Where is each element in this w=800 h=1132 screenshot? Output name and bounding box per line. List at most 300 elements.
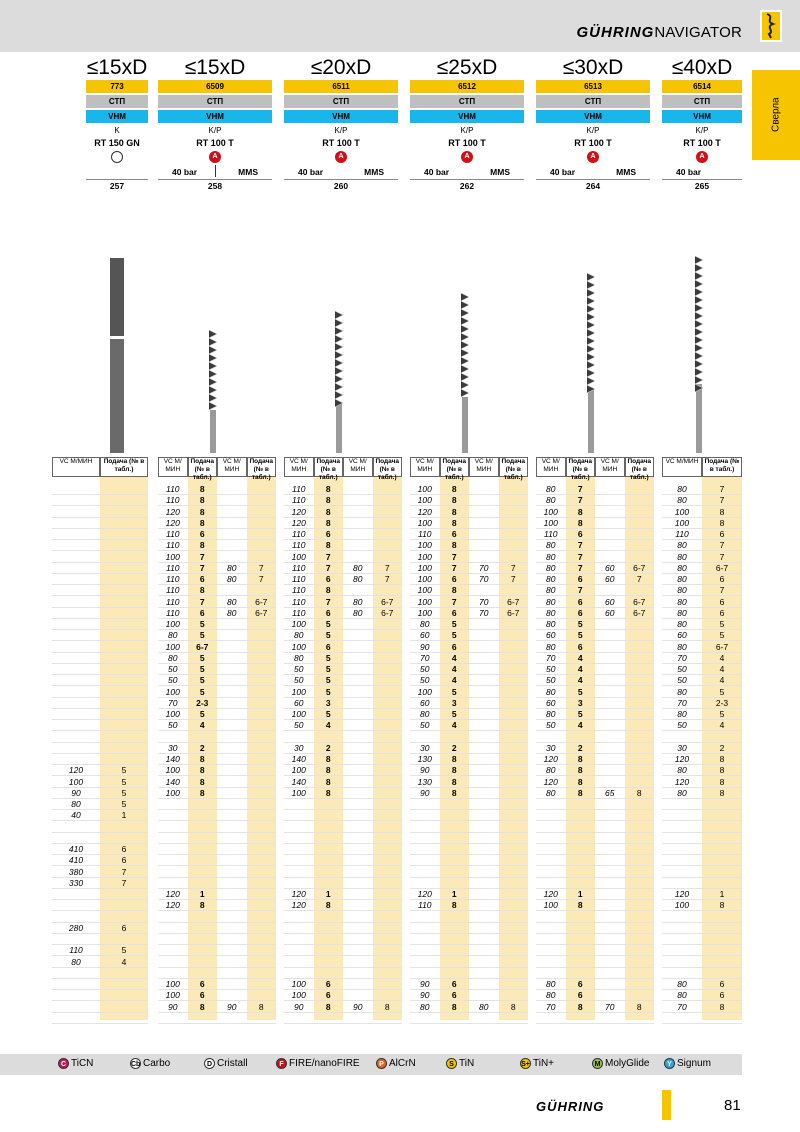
vc-value xyxy=(158,833,188,843)
vc-value xyxy=(217,833,247,843)
feed-value: 7 xyxy=(719,540,725,551)
article-number[interactable]: 773 xyxy=(86,80,148,93)
feed-value: 5 xyxy=(325,664,331,674)
coating-condition xyxy=(536,150,650,164)
feed-value xyxy=(440,912,470,922)
feed-value: 6 xyxy=(451,990,457,1001)
feed-value xyxy=(100,552,148,562)
feed-value: 7 xyxy=(577,562,583,573)
vc-value: 90 xyxy=(420,641,430,652)
vc-value: 110 xyxy=(165,484,180,494)
vc-value xyxy=(469,675,499,685)
feed-value xyxy=(247,653,277,663)
vc-value xyxy=(469,855,499,865)
feed-value xyxy=(373,889,403,899)
feed-value xyxy=(566,855,596,865)
feed-value: 4 xyxy=(451,652,457,663)
vc-value: 80 xyxy=(677,979,687,989)
vc-value xyxy=(158,968,188,978)
feed-value xyxy=(100,675,148,685)
vc-value xyxy=(217,720,247,730)
vc-value xyxy=(469,788,499,798)
feed-value: 8 xyxy=(451,765,457,776)
feed-value: 8 xyxy=(577,506,583,517)
feed-value: 7 xyxy=(384,574,390,584)
row-divider xyxy=(410,1023,528,1024)
feed-value xyxy=(499,799,529,809)
vc-value xyxy=(469,822,499,832)
vc-value: 110 xyxy=(165,495,180,506)
feed-value xyxy=(499,687,529,697)
vc-value xyxy=(536,945,566,955)
vc-value xyxy=(217,495,247,505)
vc-value xyxy=(217,855,247,865)
feed-value xyxy=(625,720,655,730)
vc-value: 130 xyxy=(417,776,432,787)
feed-value: 8 xyxy=(719,787,725,798)
navigator-title xyxy=(577,24,743,41)
vc-value xyxy=(410,957,440,967)
vc-value: 110 xyxy=(165,574,180,584)
feed-value xyxy=(247,709,277,719)
feed-value: 8 xyxy=(325,495,331,506)
vc-value: 110 xyxy=(165,529,180,539)
feed-value: 6 xyxy=(121,922,127,933)
vc-value: 80 xyxy=(677,607,687,618)
feed-value xyxy=(100,1002,148,1012)
vc-value xyxy=(217,867,247,877)
feed-value xyxy=(373,754,403,764)
vc-value xyxy=(469,900,499,910)
feed-value xyxy=(247,619,277,629)
vc-value: 90 xyxy=(420,979,430,989)
vc-value xyxy=(158,822,188,832)
feed-value xyxy=(314,810,344,820)
legend-label: Carbo xyxy=(143,1058,171,1070)
feed-value xyxy=(625,934,655,944)
coating-condition xyxy=(86,150,148,164)
feed-value xyxy=(100,979,148,989)
feed-value: 8 xyxy=(199,787,205,798)
feed-value: 7 xyxy=(719,585,725,596)
feed-value xyxy=(440,867,470,877)
feed-value: 7 xyxy=(199,562,205,573)
feed-value xyxy=(373,799,403,809)
catalog-page-ref[interactable]: 262 xyxy=(410,179,524,193)
vc-value xyxy=(284,810,314,820)
vc-value xyxy=(536,799,566,809)
vc-value xyxy=(158,957,188,967)
vc-value xyxy=(284,855,314,865)
feed-value: 5 xyxy=(199,630,205,641)
depth-title: ≤20xD xyxy=(310,56,372,79)
grade: RT 100 T xyxy=(574,138,612,148)
feed-value xyxy=(625,833,655,843)
vc-value xyxy=(52,912,100,922)
vc-value xyxy=(343,507,373,517)
feed-value xyxy=(100,597,148,607)
feed-value xyxy=(625,912,655,922)
feed-value xyxy=(247,799,277,809)
feed-value: 6-7 xyxy=(633,596,646,607)
vc-value xyxy=(217,912,247,922)
vc-value xyxy=(158,923,188,933)
vc-value xyxy=(410,833,440,843)
feed-value xyxy=(247,732,277,742)
vc-value: 110 xyxy=(165,596,180,607)
vc-value: 80 xyxy=(353,574,363,584)
feed-value xyxy=(499,855,529,865)
vc-value xyxy=(595,743,625,753)
vc-value xyxy=(662,934,702,944)
vc-value xyxy=(595,979,625,989)
vc-value xyxy=(595,878,625,888)
vc-value: 60 xyxy=(420,697,430,708)
article-number[interactable]: 6509 xyxy=(158,80,272,93)
vc-value: 30 xyxy=(168,742,178,753)
feed-value xyxy=(373,585,403,595)
feed-value xyxy=(247,979,277,989)
vc-value xyxy=(595,720,625,730)
feed-value xyxy=(625,709,655,719)
feed-value: 6 xyxy=(719,596,725,607)
vc-value xyxy=(158,810,188,820)
vc-value: 110 xyxy=(675,529,689,539)
cutting-data-table xyxy=(662,457,742,1020)
vc-value xyxy=(217,810,247,820)
vc-value: 80 xyxy=(227,607,237,618)
vc-value xyxy=(469,979,499,989)
vc-value xyxy=(536,957,566,967)
vc-value xyxy=(158,945,188,955)
vc-value xyxy=(343,619,373,629)
side-tab[interactable] xyxy=(752,70,800,160)
feed-value xyxy=(499,979,529,989)
vc-value xyxy=(343,484,373,494)
feed-value xyxy=(247,968,277,978)
product-column xyxy=(410,56,524,193)
vc-value: 80 xyxy=(546,787,556,798)
feed-value xyxy=(440,945,470,955)
feed-value: 4 xyxy=(121,956,127,967)
feed-value xyxy=(100,1024,148,1034)
feed-value xyxy=(499,653,529,663)
vc-value xyxy=(217,709,247,719)
vc-value: 60 xyxy=(605,562,615,573)
feed-value xyxy=(702,923,742,933)
vc-value: 90 xyxy=(227,1001,237,1012)
vc-value: 80 xyxy=(677,562,687,573)
vc-value xyxy=(343,698,373,708)
row-divider xyxy=(284,1023,402,1024)
feed-value xyxy=(440,934,470,944)
vc-value xyxy=(217,552,247,562)
feed-value xyxy=(100,720,148,730)
vc-value: 100 xyxy=(674,900,690,911)
feed-value xyxy=(373,552,403,562)
feed-value: 8 xyxy=(577,787,583,798)
vc-value xyxy=(343,855,373,865)
vc-value xyxy=(343,788,373,798)
feed-value xyxy=(373,900,403,910)
article-number[interactable]: 6514 xyxy=(662,80,742,93)
feed-header: Подача (№ в табл.) xyxy=(440,457,470,477)
vc-value xyxy=(52,529,100,539)
catalog-page-ref[interactable]: 264 xyxy=(536,179,650,193)
feed-value xyxy=(373,867,403,877)
feed-value xyxy=(373,957,403,967)
vc-value: 100 xyxy=(543,506,558,517)
feed-value: 2 xyxy=(451,742,457,753)
depth-title: ≤15xD xyxy=(184,56,246,79)
vc-value xyxy=(469,630,499,640)
feed-value: 4 xyxy=(451,675,457,686)
vc-value: 100 xyxy=(165,641,180,652)
vc-value: 70 xyxy=(479,574,489,584)
vc-value xyxy=(410,912,440,922)
feed-value: 4 xyxy=(577,652,583,663)
vc-value: 50 xyxy=(546,720,556,731)
vc-value xyxy=(52,687,100,697)
feed-value xyxy=(625,687,655,697)
vc-value xyxy=(595,540,625,550)
feed-value xyxy=(499,878,529,888)
vc-value xyxy=(52,1024,100,1034)
vc-value: 120 xyxy=(68,765,84,776)
feed-value: 8 xyxy=(199,1001,205,1012)
vc-value: 80 xyxy=(546,607,556,618)
vc-value: 100 xyxy=(417,495,432,506)
vc-value: 120 xyxy=(165,506,180,517)
vc-value: 120 xyxy=(291,889,306,899)
feed-value xyxy=(499,822,529,832)
vc-value xyxy=(343,687,373,697)
vc-value: 70 xyxy=(479,596,489,607)
feed-value: 6 xyxy=(451,607,457,618)
grade: RT 100 T xyxy=(196,138,234,148)
feed-value xyxy=(100,698,148,708)
coating-legend xyxy=(0,1054,742,1075)
vc-value xyxy=(595,810,625,820)
feed-value: 5 xyxy=(451,630,457,641)
feed-value xyxy=(188,822,218,832)
feed-value: 6 xyxy=(577,607,583,618)
vc-value xyxy=(52,754,100,764)
vc-value: 80 xyxy=(677,990,687,1001)
vc-value xyxy=(469,844,499,854)
feed-value xyxy=(188,732,218,742)
feed-value xyxy=(373,855,403,865)
feed-value xyxy=(100,574,148,584)
vc-value: 50 xyxy=(294,720,304,731)
vc-value: 80 xyxy=(353,562,363,573)
material-class: K/P xyxy=(695,126,709,135)
vc-value: 120 xyxy=(291,900,306,911)
legend-item xyxy=(130,1058,170,1069)
feed-value xyxy=(625,484,655,494)
article-number[interactable]: 6513 xyxy=(536,80,650,93)
feed-value xyxy=(499,900,529,910)
vc-value: 80 xyxy=(227,562,237,573)
vc-value: 50 xyxy=(677,664,687,674)
feed-value: 8 xyxy=(325,765,331,776)
feed-value: 7 xyxy=(121,877,127,888)
vc-value xyxy=(217,484,247,494)
vc-value xyxy=(52,833,100,843)
vc-value xyxy=(52,619,100,629)
feed-value xyxy=(373,529,403,539)
vc-value xyxy=(52,518,100,528)
vc-value xyxy=(52,507,100,517)
feed-value: 4 xyxy=(577,720,583,731)
vc-value xyxy=(343,529,373,539)
coolant-pressure xyxy=(662,164,742,179)
feed-value: 6 xyxy=(199,990,205,1001)
vc-value xyxy=(410,822,440,832)
feed-value xyxy=(625,855,655,865)
vc-value: 100 xyxy=(165,765,180,776)
vc-value xyxy=(469,754,499,764)
pressure-separator xyxy=(215,165,216,177)
tool-material: VHM xyxy=(410,110,524,123)
feed-value: 5 xyxy=(199,652,205,663)
feed-value xyxy=(373,912,403,922)
feed-value: 6 xyxy=(719,979,725,989)
feed-value: 8 xyxy=(577,1001,583,1012)
vc-value: 80 xyxy=(546,686,556,697)
vc-value: 80 xyxy=(677,619,687,629)
feed-value: 8 xyxy=(199,506,205,517)
article-number[interactable]: 6511 xyxy=(284,80,398,93)
vc-value: 100 xyxy=(417,585,432,596)
vc-value: 50 xyxy=(546,675,556,686)
pressure-bar: 40 bar xyxy=(550,167,576,177)
catalog-page-ref[interactable]: 260 xyxy=(284,179,398,193)
vc-value xyxy=(343,552,373,562)
feed-value xyxy=(499,777,529,787)
feed-value: 6 xyxy=(199,574,205,584)
feed-value xyxy=(702,878,742,888)
vc-value: 100 xyxy=(417,596,432,607)
feed-value xyxy=(702,867,742,877)
vc-value xyxy=(469,957,499,967)
catalog-page-ref[interactable]: 258 xyxy=(158,179,272,193)
feed-value xyxy=(702,822,742,832)
feed-value xyxy=(314,934,344,944)
vc-header: VC М/МИН xyxy=(536,457,566,477)
vc-value xyxy=(217,698,247,708)
feed-value xyxy=(247,743,277,753)
feed-value: 6 xyxy=(199,607,205,618)
vc-value xyxy=(217,540,247,550)
vc-value xyxy=(595,732,625,742)
vc-value xyxy=(595,855,625,865)
legend-item xyxy=(520,1058,554,1069)
coating-icon: A xyxy=(696,151,708,163)
feed-value xyxy=(100,518,148,528)
coating-icon: Cb xyxy=(130,1058,141,1069)
feed-value xyxy=(625,518,655,528)
legend-item xyxy=(276,1058,360,1069)
vc-header: VC М/МИН xyxy=(52,457,100,477)
legend-label: TiN+ xyxy=(533,1058,555,1070)
feed-value xyxy=(625,585,655,595)
feed-value: 3 xyxy=(325,697,331,708)
vc-value: 110 xyxy=(417,900,432,911)
feed-value: 4 xyxy=(719,652,725,663)
vc-value xyxy=(217,743,247,753)
row-divider xyxy=(662,1023,742,1024)
vc-value: 410 xyxy=(68,855,84,866)
feed-value xyxy=(625,675,655,685)
catalog-page-ref[interactable]: 257 xyxy=(86,179,148,193)
vc-value: 30 xyxy=(677,742,687,753)
feed-value xyxy=(499,585,529,595)
feed-value: 6 xyxy=(325,641,331,652)
cutting-data-table xyxy=(52,457,148,1020)
feed-value xyxy=(499,765,529,775)
vc-value xyxy=(595,529,625,539)
feed-value: 8 xyxy=(719,517,725,528)
vc-value: 140 xyxy=(291,754,306,764)
feed-value: 2-3 xyxy=(196,697,209,708)
vc-value xyxy=(343,833,373,843)
article-number[interactable]: 6512 xyxy=(410,80,524,93)
vc-value xyxy=(284,867,314,877)
product-column xyxy=(284,56,398,193)
vc-value xyxy=(217,653,247,663)
vc-value xyxy=(595,923,625,933)
vc-value: 80 xyxy=(420,1001,430,1012)
feed-value xyxy=(440,923,470,933)
vc-value xyxy=(343,990,373,1000)
feed-value: 8 xyxy=(451,1001,457,1012)
feed-value: 5 xyxy=(199,709,205,719)
pressure-mms: MMS xyxy=(364,167,384,177)
feed-value xyxy=(188,833,218,843)
feed-value xyxy=(373,822,403,832)
feed-value xyxy=(566,878,596,888)
vc-value xyxy=(469,495,499,505)
vc-value: 80 xyxy=(546,574,556,584)
vc-value: 120 xyxy=(417,889,432,899)
feed-value xyxy=(188,810,218,820)
vc-value: 80 xyxy=(546,540,556,551)
vc-value xyxy=(410,855,440,865)
feed-value xyxy=(100,912,148,922)
vc-value xyxy=(217,732,247,742)
feed-value xyxy=(702,945,742,955)
feed-value xyxy=(499,754,529,764)
vc-value: 380 xyxy=(68,866,84,877)
grade: RT 150 GN xyxy=(94,138,140,148)
feed-value: 7 xyxy=(258,574,264,584)
vc-value xyxy=(595,518,625,528)
vc-value xyxy=(536,968,566,978)
feed-value xyxy=(373,777,403,787)
catalog-page-ref[interactable]: 265 xyxy=(662,179,742,193)
feed-value: 7 xyxy=(510,574,516,584)
feed-value xyxy=(373,518,403,528)
feed-value xyxy=(373,810,403,820)
vc-value: 110 xyxy=(291,596,306,607)
feed-value: 6-7 xyxy=(255,596,268,607)
vc-value xyxy=(595,698,625,708)
drill-image xyxy=(695,256,703,453)
feed-value xyxy=(440,822,470,832)
feed-value: 7 xyxy=(719,551,725,562)
vc-value: 30 xyxy=(294,742,304,753)
